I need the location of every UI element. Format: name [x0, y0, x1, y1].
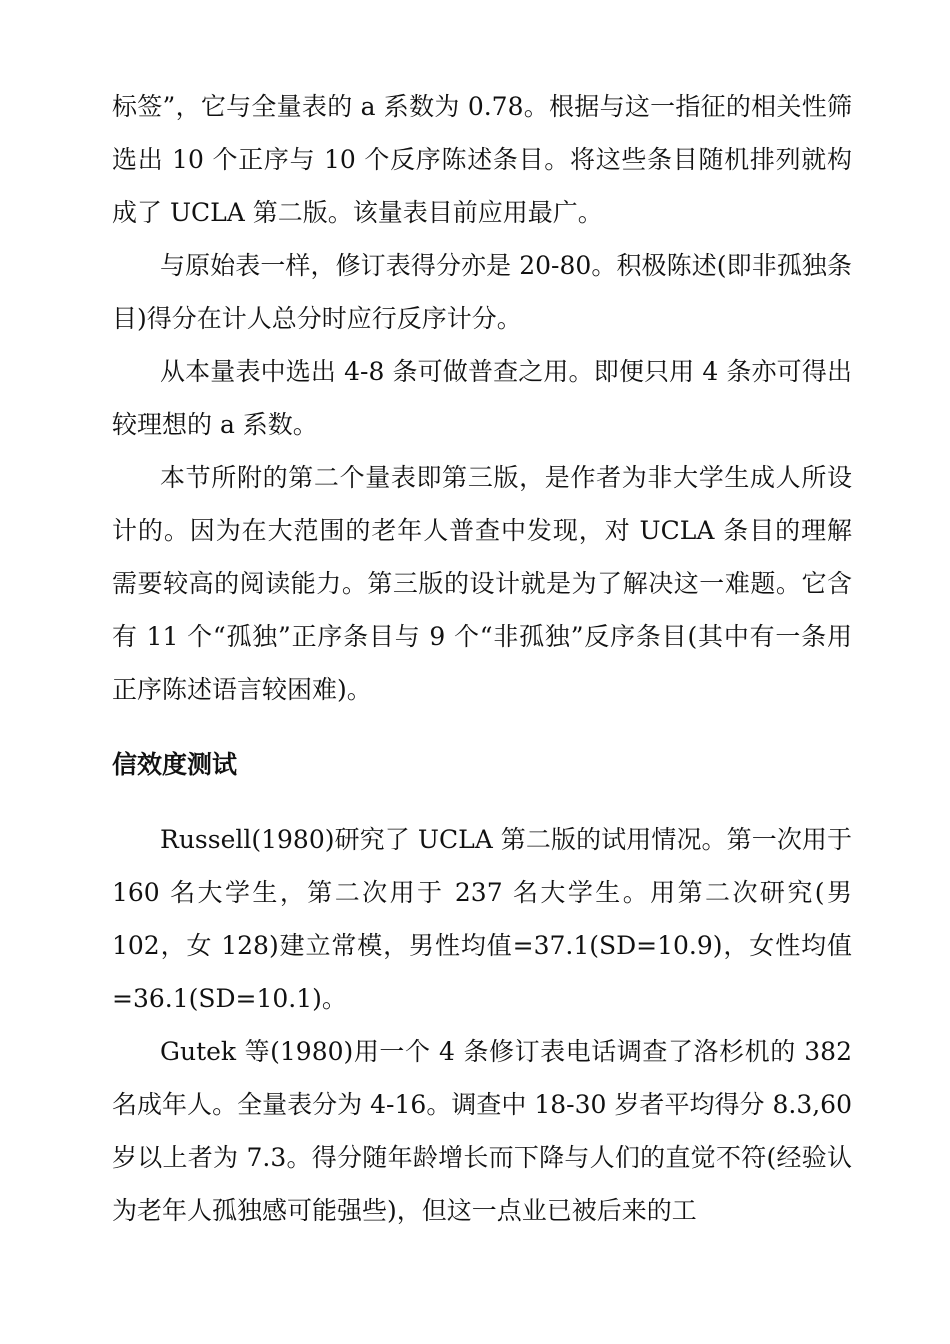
- paragraph-score-range: 与原始表一样，修订表得分亦是 20-80。积极陈述(即非孤独条目)得分在计人总分时应行反序计分。: [112, 251, 852, 333]
- document-body: [112, 80, 852, 1237]
- paragraph-screening-items: 从本量表中选出 4-8 条可做普查之用。即便只用 4 条亦可得出较理想的 a 系数。: [112, 357, 852, 439]
- section-heading: 信效度测试: [112, 750, 238, 779]
- paragraph-gutek-study: Gutek 等(1980)用一个 4 条修订表电话调查了洛杉机的 382 名成年人。全量表分为 4-16。调查中 18-30 岁者平均得分 8.3,60 岁以上者为 7.3。得分随年龄增长而下降与人们的直觉不符(经验认为老年人孤独感可能强些)，但这一点业已被后来的工: [112, 1037, 852, 1225]
- paragraph-russell-study: Russell(1980)研究了 UCLA 第二版的试用情况。第一次用于 160 名大学生，第二次用于 237 名大学生。用第二次研究(男 102，女 128)建立常模，男性均值=37.1(SD=10.9)，女性均值=36.1(SD=10.1)。: [112, 825, 852, 1013]
- paragraph-third-version: 本节所附的第二个量表即第三版，是作者为非大学生成人所设计的。因为在大范围的老年人普查中发现，对 UCLA 条目的理解需要较高的阅读能力。第三版的设计就是为了解决这一难题。它含有 11 个“孤独”正序条目与 9 个“非孤独”反序条目(其中有一条用正序陈述语言较困难)。: [112, 463, 852, 704]
- paragraph-continuation: 标签”，它与全量表的 a 系数为 0.78。根据与这一指征的相关性筛选出 10 个正序与 10 个反序陈述条目。将这些条目随机排列就构成了 UCLA 第二版。该量表目前应用最广。: [112, 92, 852, 227]
